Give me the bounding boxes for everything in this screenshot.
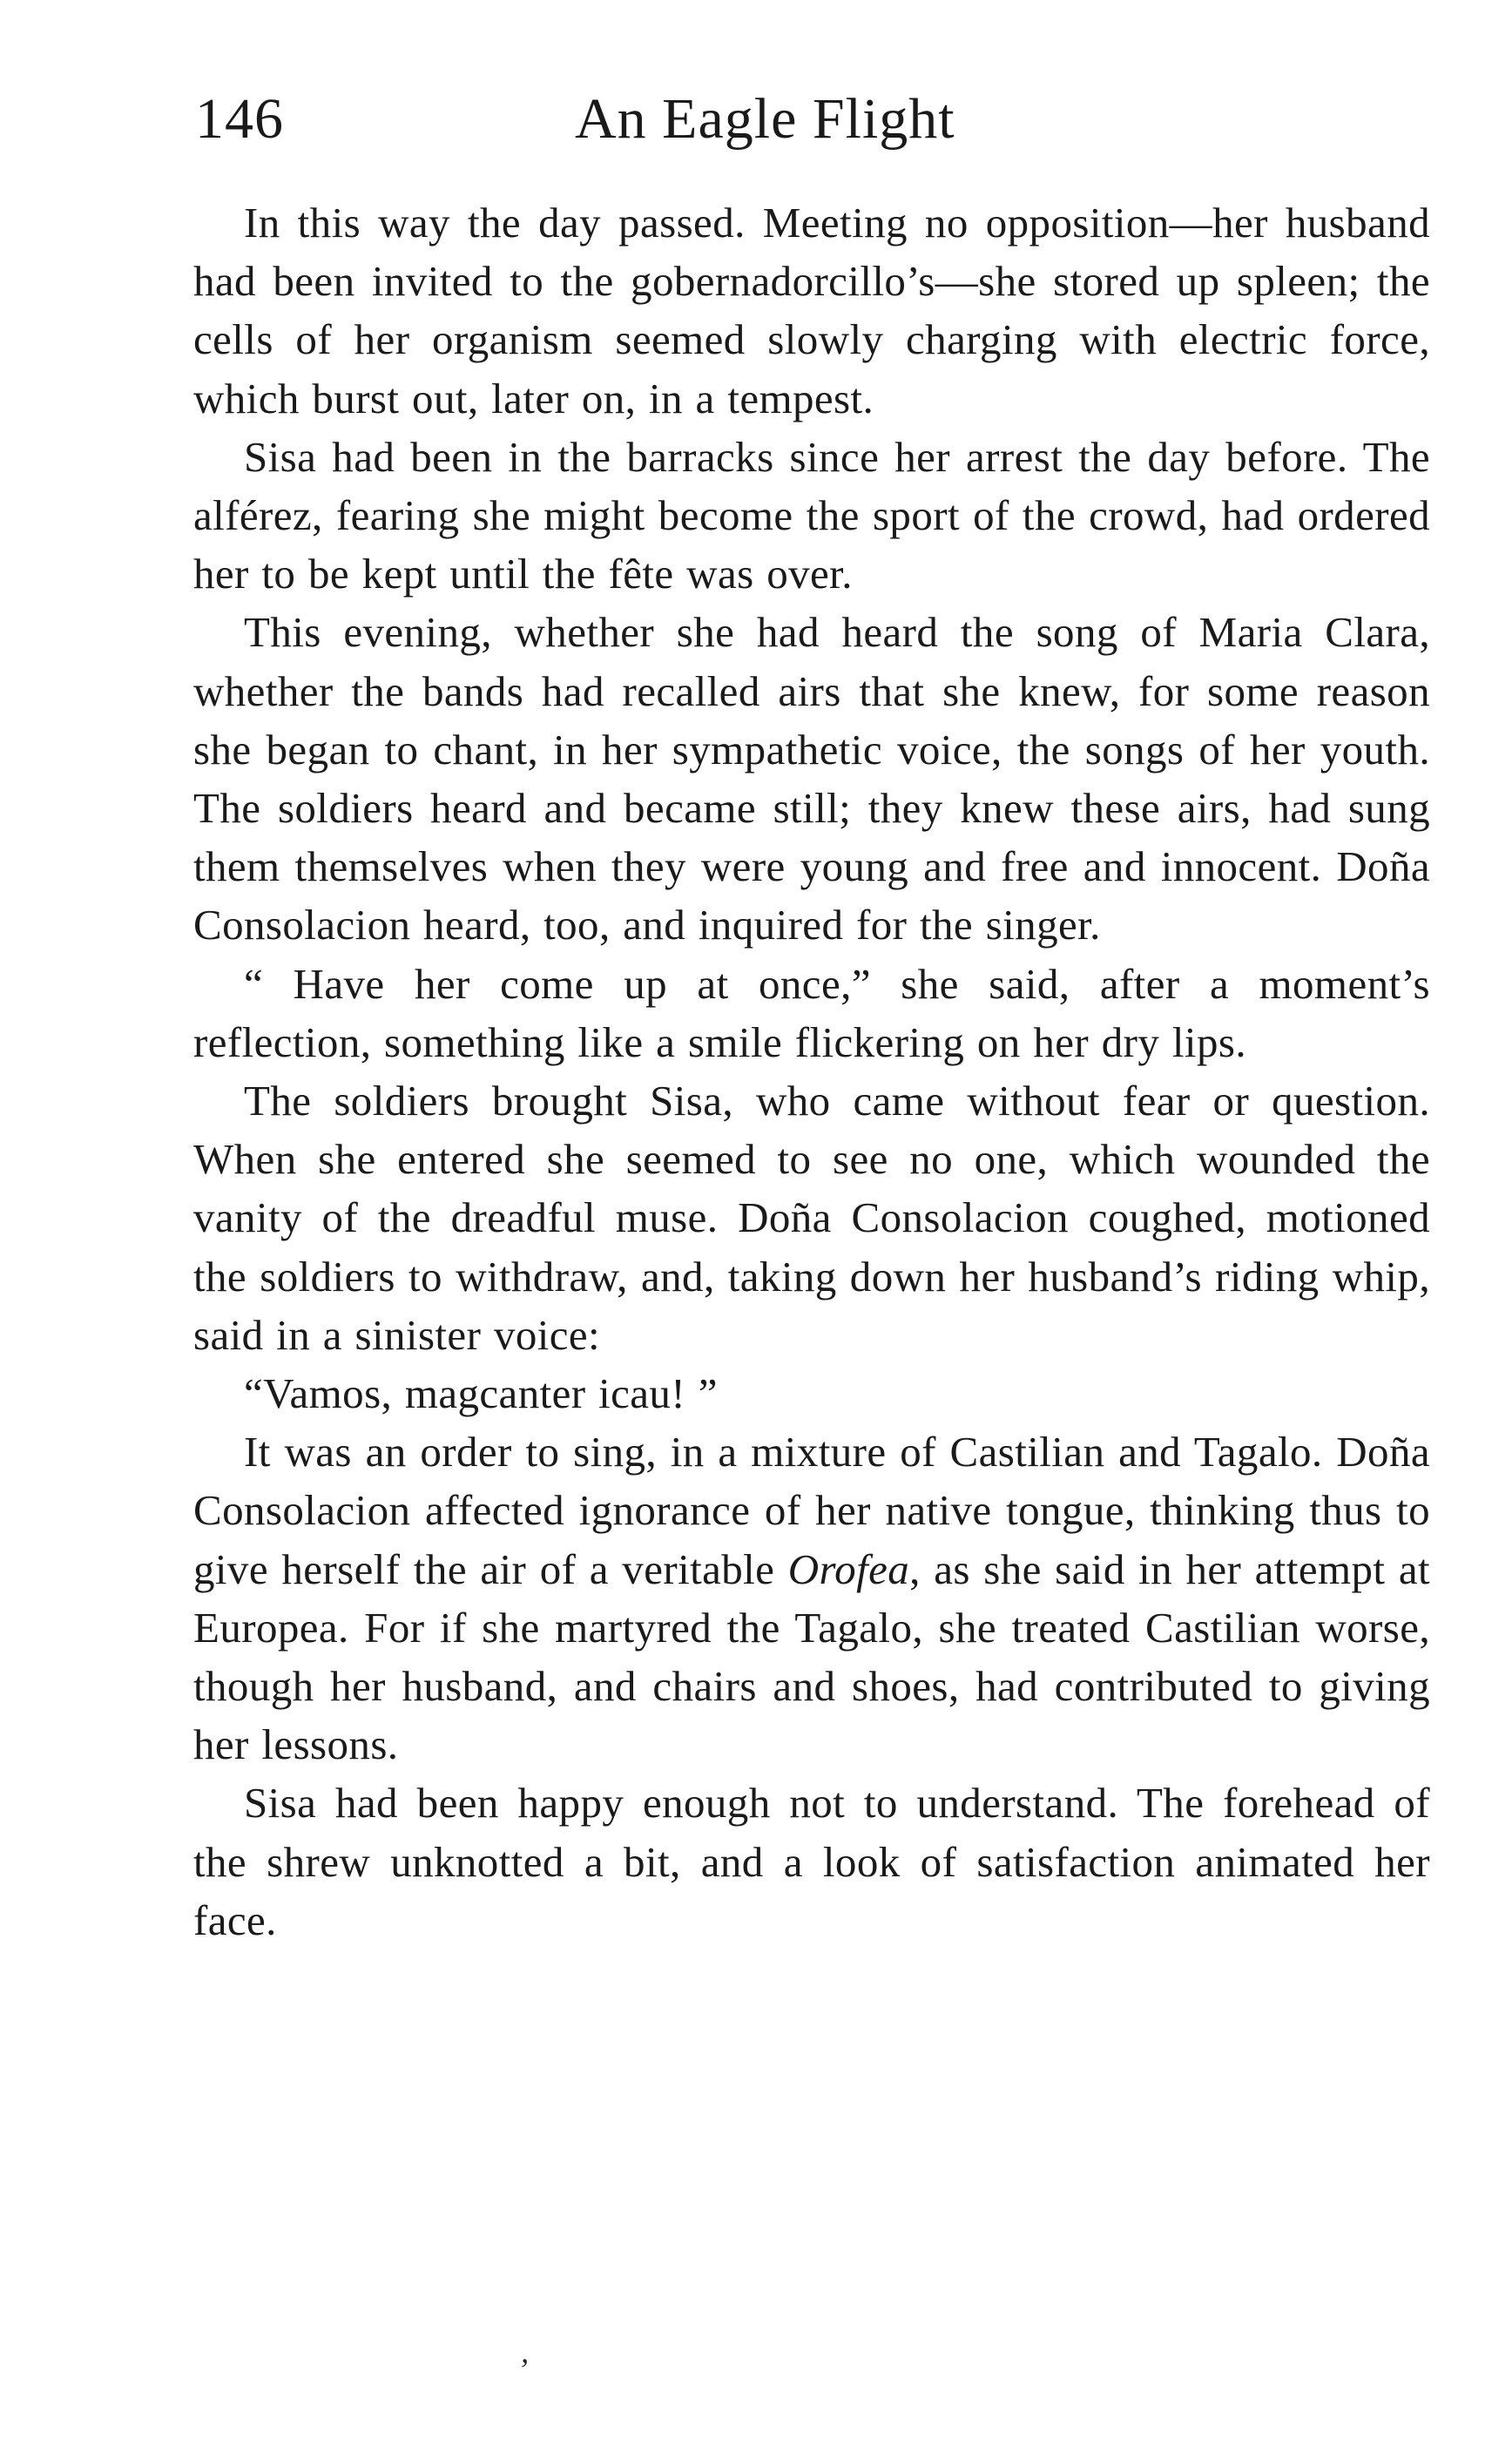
paragraph-4: “ Have her come up at once,” she said, after a moment’s reflection, something like a smile flickering on her dry lips.	[193, 959, 1430, 1066]
paragraph-7	[193, 1422, 1430, 1774]
running-title: An Eagle Flight	[575, 87, 955, 151]
stray-ink-mark: ’	[517, 2352, 528, 2387]
paragraph-7-italic-term: Orofea	[787, 1544, 910, 1593]
page-number: 146	[195, 87, 284, 151]
paragraph-6: “Vamos, magcanter icau! ”	[244, 1369, 718, 1418]
paragraph-2: Sisa had been in the barracks since her arrest the day before. The alférez, fearing she might become the sport of the crowd, had ordered her to be kept until the fête was over.	[193, 432, 1430, 598]
paragraph-8: Sisa had been happy enough not to understand. The forehead of the shrew unknotted a bit, and a look of satisfaction animated her face.	[193, 1779, 1430, 1944]
paragraph-7-text-a: It was an order to sing, in a mixture of Castilian and Tagalo. Doña Consolacion affected ignorance of her native tongue, thinking thus to give herself the air of a veritable	[193, 1428, 1430, 1593]
paragraph-7-text-b: , as she said in her attempt at Europea. For if she martyred the Tagalo, she treated Castilian worse, though her husband, and chairs and shoes, had contributed to giving her lessons.	[193, 1544, 1430, 1769]
paragraph-5: The soldiers brought Sisa, who came without fear or question. When she entered she seemed to see no one, which wounded the vanity of the dreadful muse. Doña Consolacion coughed, motioned the soldiers to withdraw, and, taking down her husband’s riding whip, said in a sinister voice:	[193, 1077, 1430, 1359]
paragraph-3: This evening, whether she had heard the song of Maria Clara, whether the bands had recalled airs that she knew, for some reason she began to chant, in her sympathetic voice, the songs of her youth. The soldiers heard and became still; they knew these airs, had sung them themselves when they were young and free and innocent. Doña Consolacion heard, too, and inquired for the singer.	[193, 608, 1430, 949]
paragraph-1: In this way the day passed. Meeting no opposition—her husband had been invited to the gobernadorcillo’s—she stored up spleen; the cells of her organism seemed slowly charging with electric force, which burst out, later on, in a tempest.	[193, 199, 1430, 422]
body-text	[193, 193, 1430, 1949]
running-head	[0, 80, 1512, 159]
